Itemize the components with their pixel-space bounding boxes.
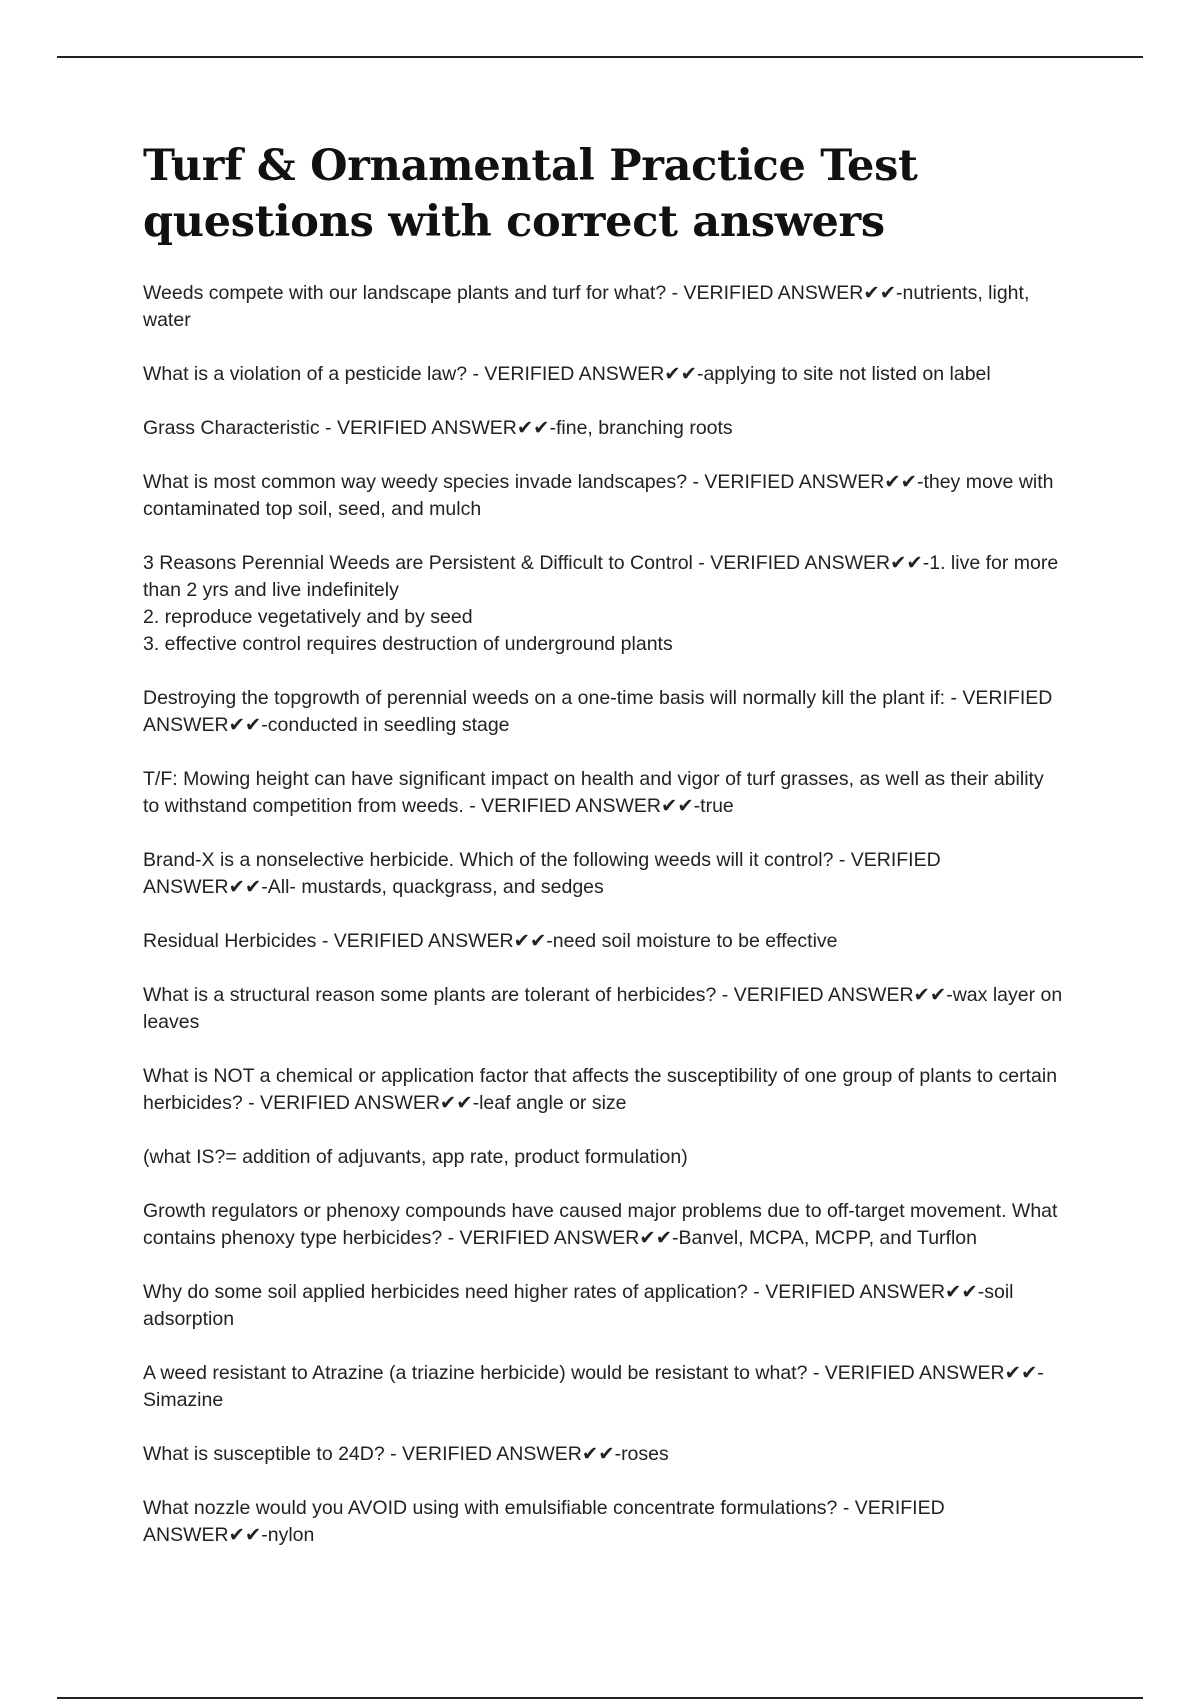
top-rule xyxy=(57,56,1143,58)
qa-item: What is a violation of a pesticide law? - VERIFIED ANSWER✔✔-applying to site not listed on label xyxy=(143,363,991,385)
qa-item: A weed resistant to Atrazine (a triazine herbicide) would be resistant to what? - VERIFIED ANSWER✔✔-Simazine xyxy=(143,1362,1044,1411)
qa-item: Brand-X is a nonselective herbicide. Which of the following weeds will it control? - VERIFIED ANSWER✔✔-All- mustards, quackgrass, and sedges xyxy=(143,849,941,898)
qa-item: What is NOT a chemical or application factor that affects the susceptibility of one group of plants to certain herbicides? - VERIFIED ANSWER✔✔-leaf angle or size xyxy=(143,1065,1058,1114)
qa-note: (what IS?= addition of adjuvants, app rate, product formulation) xyxy=(143,1146,688,1168)
document-title: Turf & Ornamental Practice Test questions with correct answers xyxy=(143,141,918,247)
qa-item: Why do some soil applied herbicides need higher rates of application? - VERIFIED ANSWER✔✔-soil adsorption xyxy=(143,1281,1014,1330)
qa-item: Weeds compete with our landscape plants and turf for what? - VERIFIED ANSWER✔✔-nutrients, light, water xyxy=(143,282,1030,331)
qa-item: T/F: Mowing height can have significant impact on health and vigor of turf grasses, as well as their ability to withstand competition from weeds. - VERIFIED ANSWER✔✔-true xyxy=(143,768,1044,817)
qa-item: Grass Characteristic - VERIFIED ANSWER✔✔-fine, branching roots xyxy=(143,417,733,439)
qa-item: What nozzle would you AVOID using with emulsifiable concentrate formulations? - VERIFIED ANSWER✔✔-nylon xyxy=(143,1497,945,1546)
qa-item: What is a structural reason some plants are tolerant of herbicides? - VERIFIED ANSWER✔✔-wax layer on leaves xyxy=(143,984,1063,1033)
qa-item: 3 Reasons Perennial Weeds are Persistent & Difficult to Control - VERIFIED ANSWER✔✔-1. live for more than 2 yrs and live indefinitely 2. reproduce vegetatively and by seed 3. effective control requires destruction of underground plants xyxy=(143,552,1059,655)
qa-item: Destroying the topgrowth of perennial weeds on a one-time basis will normally kill the plant if: - VERIFIED ANSWER✔✔-conducted in seedling stage xyxy=(143,687,1053,736)
bottom-rule xyxy=(57,1697,1143,1699)
document-page xyxy=(143,138,1063,1576)
qa-item: Growth regulators or phenoxy compounds have caused major problems due to off-target movement. What contains phenoxy type herbicides? - VERIFIED ANSWER✔✔-Banvel, MCPA, MCPP, and Turflon xyxy=(143,1200,1058,1249)
qa-item: What is most common way weedy species invade landscapes? - VERIFIED ANSWER✔✔-they move with contaminated top soil, seed, and mulch xyxy=(143,471,1054,520)
qa-item: What is susceptible to 24D? - VERIFIED ANSWER✔✔-roses xyxy=(143,1443,669,1465)
qa-item: Residual Herbicides - VERIFIED ANSWER✔✔-need soil moisture to be effective xyxy=(143,930,838,952)
